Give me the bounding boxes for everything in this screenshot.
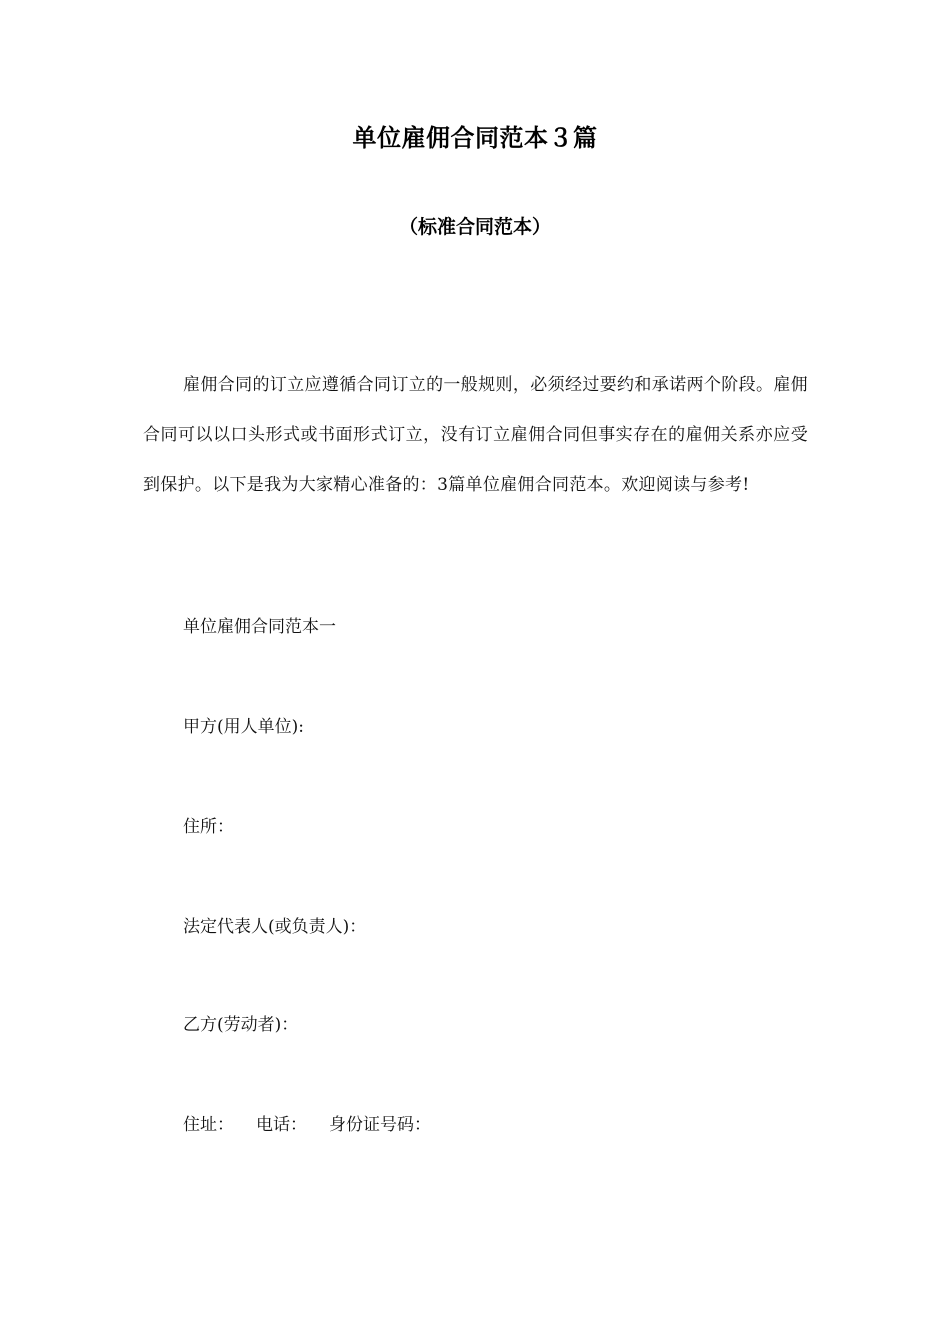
id-number-field: 身份证号码： [329, 1115, 431, 1135]
address-field: 住所： [183, 817, 234, 837]
document-subtitle: （标准合同范本） [398, 216, 551, 238]
party-b-field: 乙方(劳动者)： [183, 1015, 299, 1035]
document-title: 单位雇佣合同范本３篇 [352, 124, 598, 152]
phone-field: 电话： [256, 1115, 307, 1135]
intro-paragraph: 雇佣合同的订立应遵循合同订立的一般规则，必须经过要约和承诺两个阶段。雇佣合同可以以口头形式或书面形式订立，没有订立雇佣合同但事实存在的雇佣关系亦应受到保护。以下是我为大家精心准备的：3篇单位雇佣合同范本。欢迎阅读与参考! [143, 375, 808, 495]
residence-field: 住址： [183, 1115, 234, 1135]
party-a-field: 甲方(用人单位): [183, 717, 304, 737]
contact-row [183, 1110, 431, 1140]
legal-representative-field: 法定代表人(或负责人)： [183, 917, 367, 937]
contract-heading: 单位雇佣合同范本一 [183, 617, 336, 637]
